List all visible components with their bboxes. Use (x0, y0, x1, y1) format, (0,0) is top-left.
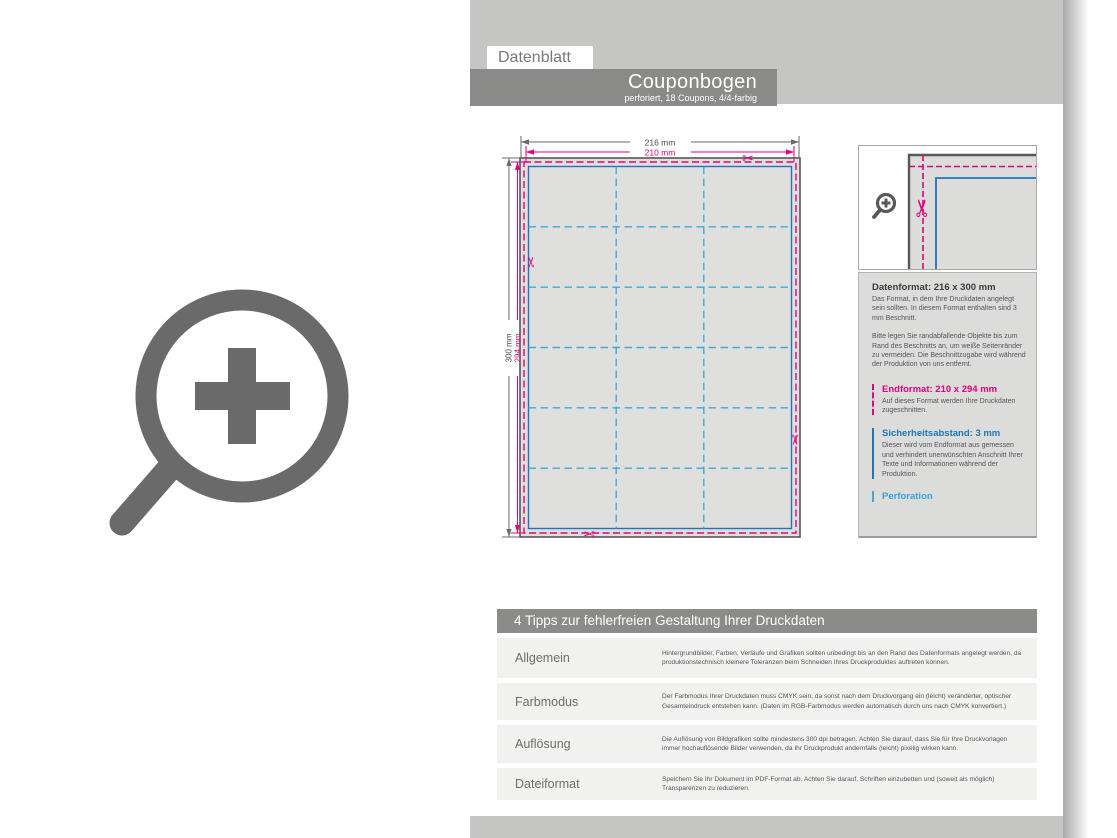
zoom-plus-icon (95, 275, 395, 565)
row-text: Speichern Sie Ihr Dokument im PDF-Format ab. Achten Sie darauf, Schriften einzubetten und (soweit als möglich) Transparenzen zu reduzieren. (662, 775, 995, 792)
section-heading: Datenformat: 216 x 300 mm (872, 282, 996, 293)
section-heading: Sicherheitsabstand: 3 mm (882, 428, 1001, 440)
section-paragraph: Bitte legen Sie randabfallende Objekte bis zum Rand des Beschnitts an, um weiße Seitenränder zu vermeiden. Die Beschnittzugabe wird während der Produktion von uns entfernt. (872, 333, 1026, 369)
section-paragraph: Dieser wird vom Endformat aus gemessen und verhindert unerwünschten Anschnitt Ihrer Texte und Informationen während der Produktion. (882, 442, 1023, 478)
arrowhead (506, 158, 511, 166)
scissors-icon: ✂ (909, 197, 937, 219)
product-title: Couponbogen (628, 71, 757, 93)
product-banner (470, 69, 777, 106)
section-paragraph: Auf dieses Format werden Ihre Druckdaten zugeschnitten. (882, 397, 1016, 414)
row-text: Der Farbmodus Ihrer Druckdaten muss CMYK sein, da sonst nach dem Druckvorgang ein (leicht) veränderter, optischer Gesamteindruck entstehen kann. (Daten im RGB-Farbmodus werden automatisch durch uns nach CMYK konvertiert.) (662, 693, 1012, 710)
scissors-icon: ✂ (523, 256, 539, 268)
arrowhead (791, 139, 799, 144)
row-text: Hintergrundbilder, Farben, Verläufe und Grafiken sollten unbedingt bis an den Rand des Datenformats angelegt werden, da produktionstechnisch kleinere Toleranzen beim Schneiden Ihres Druckproduktes auftreten können. (662, 649, 1022, 666)
format-info-panel (858, 272, 1037, 538)
scissors-icon: ✂ (742, 150, 754, 166)
scissors-icon: ✂ (787, 434, 803, 446)
scissors-icon: ✂ (583, 526, 595, 542)
row-label: Dateiformat (515, 777, 580, 791)
arrowhead (786, 149, 794, 154)
tips-table-header (497, 609, 1037, 633)
zoom-plus-icon (874, 195, 895, 218)
datenblatt-tab (487, 46, 593, 70)
section-paragraph: Das Format, in dem Ihre Druckdaten angelegt sein sollten. In diesem Format enthalten sind 3 mm Beschnitt. (872, 296, 1017, 322)
product-subtitle: perforiert, 18 Coupons, 4/4-farbig (624, 93, 757, 103)
section-perforation (872, 491, 1026, 502)
table-row (497, 768, 1037, 800)
section-heading: Endformat: 210 x 294 mm (882, 383, 998, 395)
table-row (497, 638, 1037, 678)
corner-detail-preview (858, 145, 1037, 270)
dim-label-216: 216 mm (644, 137, 676, 148)
row-label: Farbmodus (515, 694, 579, 709)
section-datenformat (872, 282, 1026, 370)
corner-detail-drawing (859, 146, 1036, 269)
row-label: Auflösung (515, 737, 571, 751)
dim-label-210: 210 mm (644, 147, 676, 158)
row-text: Die Auflösung von Bildgrafiken sollte mindestens 300 dpi betragen. Achten Sie darauf, dass Sie für Ihre Druckvorlagen immer hochauflösende Bilder verwenden, da Ihr Druckprodukt andernfalls (leicht) pixelig wirken kann. (662, 735, 1008, 752)
arrowhead (506, 529, 511, 537)
arrowhead (521, 139, 529, 144)
row-label: Allgemein (515, 651, 570, 665)
table-row (497, 683, 1037, 720)
dim-label-294: 294 mm (513, 333, 523, 363)
print-layout-diagram (495, 130, 845, 550)
dim-label-300: 300 mm (504, 333, 514, 363)
page-shadow (1063, 0, 1089, 838)
tips-title: 4 Tipps zur fehlerfreien Gestaltung Ihrer Druckdaten (514, 613, 825, 628)
table-row (497, 725, 1037, 763)
tab-label: Datenblatt (498, 49, 571, 66)
section-sicherheitsabstand (872, 428, 1026, 479)
section-endformat (872, 384, 1026, 416)
bottom-band (470, 816, 1063, 838)
arrowhead (526, 149, 534, 154)
section-heading: Perforation (882, 490, 933, 502)
